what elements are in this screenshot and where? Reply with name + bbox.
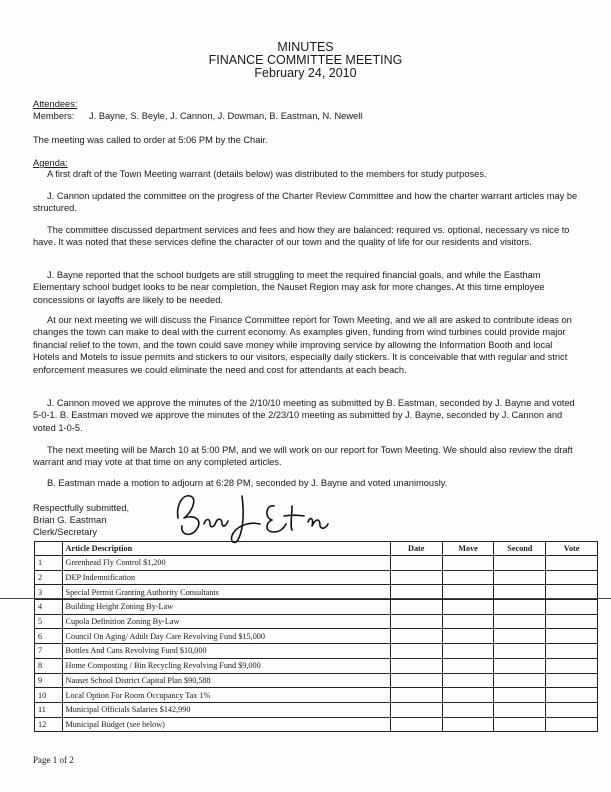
table-row [35, 570, 598, 585]
agenda-paragraph: B. Eastman made a motion to adjourn at 6:28 PM, seconded by J. Bayne and voted unanimously. [47, 478, 448, 488]
article-description: Nauset School District Capital Plan $90,588 [62, 673, 390, 688]
table-row [35, 702, 598, 717]
article-number: 11 [35, 702, 63, 717]
closing-line: Respectfully submitted, [33, 503, 130, 513]
column-header: Date [390, 542, 442, 556]
article-number: 7 [35, 644, 63, 659]
table-header-row [35, 542, 598, 556]
article-description: Special Permit Granting Authority Consultants [62, 585, 390, 600]
doc-title: MINUTES [277, 40, 334, 54]
agenda-paragraph: J. Bayne reported that the school budgets are still struggling to meet the required financial goals, and while the Eastham Elementary school budget looks to be near completion, the Nauset Region may ask for more changes. At this time employee concessions or layoffs are likely to be needed. [33, 270, 545, 305]
article-description: Municipal Budget (see below) [62, 717, 390, 732]
article-description: DEP Indemnification [62, 570, 390, 585]
column-header: Second [494, 542, 546, 556]
article-description: Local Option For Room Occupancy Tax 1% [62, 688, 390, 703]
table-row [35, 673, 598, 688]
article-number: 12 [35, 717, 63, 732]
article-number: 3 [35, 585, 63, 600]
closing-name: Brian G. Eastman [33, 515, 107, 525]
members-label: Members: [33, 111, 75, 121]
scan-fold-line [0, 598, 611, 599]
handwritten-signature [170, 488, 370, 544]
table-row [35, 600, 598, 615]
table-row [35, 629, 598, 644]
agenda-paragraph: At our next meeting we will discuss the Finance Committee report for Town Meeting, and we all are asked to contribute ideas on changes the town can make to deal with the current economy. As examples given, funding from wind turbines could provide major financial relief to the town, and the town could save money while improving service by allowing the Information Booth and local Hotels and Motels to issue permits and stickers to our visitors, especially daily stickers. It is conceivable that with regular and strict enforcement measures we could eliminate the need and cost for attendants at each beach. [33, 315, 572, 375]
column-header: Article Description [62, 542, 390, 556]
agenda-label: Agenda: [33, 158, 68, 168]
doc-committee: FINANCE COMMITTEE MEETING [208, 53, 403, 67]
table-row [35, 556, 598, 571]
article-number: 4 [35, 600, 63, 615]
article-number: 8 [35, 658, 63, 673]
attendees-label: Attendees: [33, 99, 78, 109]
article-number: 5 [35, 614, 63, 629]
article-number: 1 [35, 556, 63, 571]
table-row [35, 717, 598, 732]
doc-date: February 24, 2010 [254, 66, 357, 80]
agenda-paragraph: The next meeting will be March 10 at 5:00 PM, and we will work on our report for Town Meeting. We should also review the draft warrant and may vote at that time on any completed articles. [33, 445, 573, 468]
table-row [35, 614, 598, 629]
agenda-paragraph: The committee discussed department services and fees and how they are balanced: required vs. optional, necessary vs nice to have. It was noted that these services define the character of our town and the quality of life for our residents and visitors. [33, 225, 570, 248]
agenda-paragraph: J. Cannon updated the committee on the progress of the Charter Review Committee and how the charter warrant articles may be structured. [33, 191, 578, 214]
column-header: Vote [546, 542, 598, 556]
article-description: Council On Aging/ Adult Day Care Revolving Fund $15,000 [62, 629, 390, 644]
article-description: Home Composting / Bin Recycling Revolving Fund $9,000 [62, 658, 390, 673]
article-description: Greenhead Fly Control $1,200 [62, 556, 390, 571]
articles-table [34, 541, 598, 732]
article-number: 9 [35, 673, 63, 688]
agenda-paragraph: A first draft of the Town Meeting warrant (details below) was distributed to the members for study purposes. [47, 169, 487, 179]
article-description: Municipal Officials Salaries $142,990 [62, 702, 390, 717]
agenda-paragraph: J. Cannon moved we approve the minutes of the 2/10/10 meeting as submitted by B. Eastman, seconded by J. Bayne and voted 5-0-1. B. Eastman moved we approve the minutes of the 2/23/10 meeting as submitted by J. Bayne, seconded by J. Cannon and voted 1-0-5. [33, 398, 575, 433]
closing-title: Clerk/Secretary [33, 527, 98, 537]
article-description: Building Height Zoning By-Law [62, 600, 390, 615]
column-header: Move [442, 542, 494, 556]
page-footer: Page 1 of 2 [33, 755, 74, 765]
table-row [35, 688, 598, 703]
members-list: J. Bayne, S. Beyle, J. Cannon, J. Dowman, B. Eastman, N. Newell [89, 111, 363, 121]
table-row [35, 644, 598, 659]
table-row [35, 658, 598, 673]
article-description: Cupola Definition Zoning By-Law [62, 614, 390, 629]
column-header [35, 542, 63, 556]
article-number: 2 [35, 570, 63, 585]
article-description: Bottles And Cans Revolving Fund $10,000 [62, 644, 390, 659]
article-number: 6 [35, 629, 63, 644]
call-to-order: The meeting was called to order at 5:06 PM by the Chair. [33, 135, 268, 145]
article-number: 10 [35, 688, 63, 703]
